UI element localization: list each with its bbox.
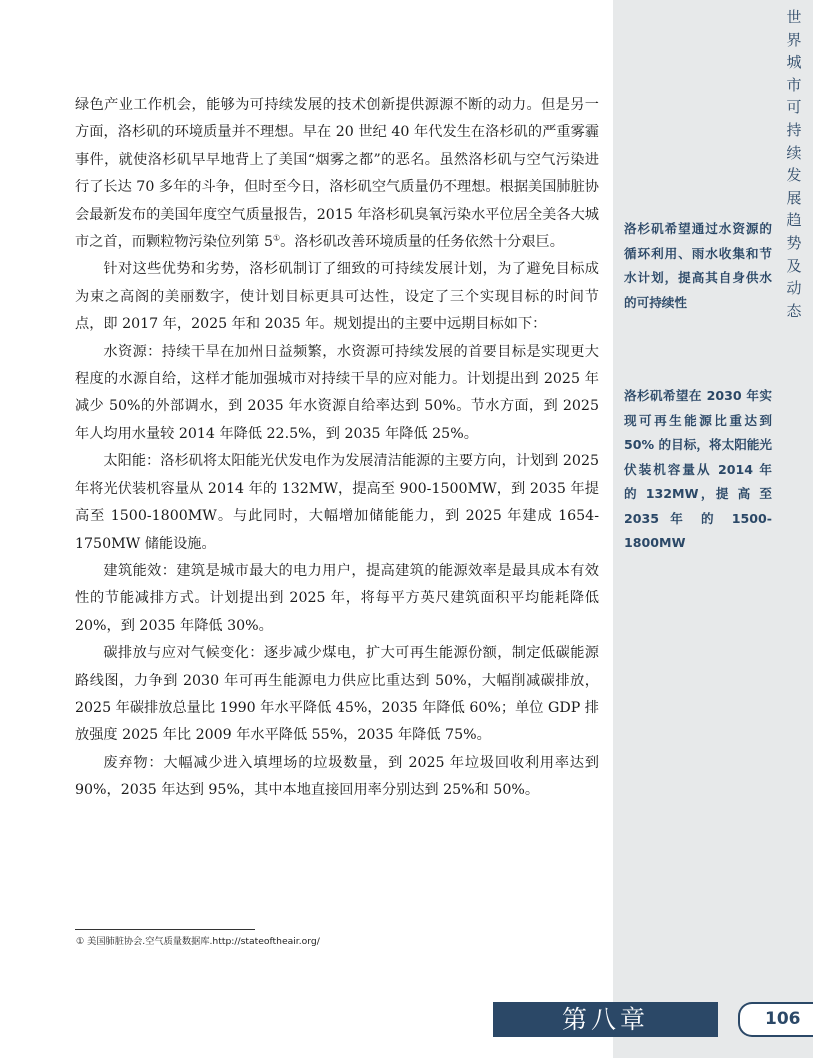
running-title: 世界城市可持续发展趋势及动态 xyxy=(786,8,802,320)
paragraph-plan: 针对这些优势和劣势，洛杉矶制订了细致的可持续发展计划，为了避免目标成为束之高阁的美丽数字，使计划目标更具可达性，设定了三个实现目标的时间节点，即 2017 年，2025 年和 2035 年。规划提出的主要中远期目标如下： xyxy=(75,261,599,333)
page-number: 106 xyxy=(738,1002,813,1037)
margin-note-water: 洛杉矶希望通过水资源的循环利用、雨水收集和节水计划，提高其自身供水的可持续性 xyxy=(624,221,772,310)
paragraph-intro-text: 绿色产业工作机会，能够为可持续发展的技术创新提供源源不断的动力。但是另一方面，洛杉矶的环境质量并不理想。早在 20 世纪 40 年代发生在洛杉矶的严重雾霾事件，就使洛杉矶早早地背上了美国“烟雾之都”的恶名。虽然洛杉矶与空气污染进行了长达 70 多年的斗争，但时至今日，洛杉矶空气质量仍不理想。根据美国肺脏协会最新发布的美国年度空气质量报告，2015 年洛杉矶臭氧污染水平位居全美各大城市之首，而颗粒物污染位列第 5 xyxy=(75,97,599,251)
paragraph-carbon: 碳排放与应对气候变化：逐步减少煤电，扩大可再生能源份额，制定低碳能源路线图，力争到 2030 年可再生能源电力供应比重达到 50%，大幅削减碳排放，2025 年碳排放总量比 1990 年水平降低 45%，2035 年降低 60%；单位 GDP 排放强度 2025 年比 2009 年水平降低 55%，2035 年降低 75%。 xyxy=(75,645,599,744)
margin-note-energy: 洛杉矶希望在 2030 年实现可再生能源比重达到 50% 的目标，将太阳能光伏装机容量从 2014 年 的 132MW，提 高 至 2035 年 的 1500-1800MW xyxy=(624,388,772,550)
paragraph-waste: 废弃物：大幅减少进入填埋场的垃圾数量，到 2025 年垃圾回收利用率达到 90%，2035 年达到 95%，其中本地直接回用率分别达到 25%和 50%。 xyxy=(75,754,599,799)
body-text xyxy=(75,92,599,805)
paragraph-building: 建筑能效：建筑是城市最大的电力用户，提高建筑的能源效率是最具成本有效性的节能减排方式。计划提出到 2025 年，将每平方英尺建筑面积平均能耗降低 20%，到 2035 年降低 30%。 xyxy=(75,562,599,634)
paragraph-solar: 太阳能：洛杉矶将太阳能光伏发电作为发展清洁能源的主要方向，计划到 2025 年将光伏装机容量从 2014 年的 132MW，提高至 900-1500MW，到 2035 年提高至 1500-1800MW。与此同时，大幅增加储能能力，到 2025 年建成 1654-1750MW 储能设施。 xyxy=(75,453,599,552)
paragraph-intro xyxy=(75,92,599,256)
paragraph-water: 水资源：持续干旱在加州日益频繁，水资源可持续发展的首要目标是实现更大程度的水源自给，这样才能加强城市对持续干旱的应对能力。计划提出到 2025 年减少 50%的外部调水，到 2035 年水资源自给率达到 50%。节水方面，到 2025 年人均用水量较 2014 年降低 22.5%，到 2035 年降低 25%。 xyxy=(75,343,599,442)
footnote-marker: ① xyxy=(272,233,281,243)
footnote: ① 美国肺脏协会.空气质量数据库.http://stateoftheair.org/ xyxy=(76,936,320,947)
chapter-label: 第八章 xyxy=(493,1002,718,1037)
footnote-divider xyxy=(75,929,255,930)
paragraph-intro-tail: 。洛杉矶改善环境质量的任务依然十分艰巨。 xyxy=(280,234,564,251)
